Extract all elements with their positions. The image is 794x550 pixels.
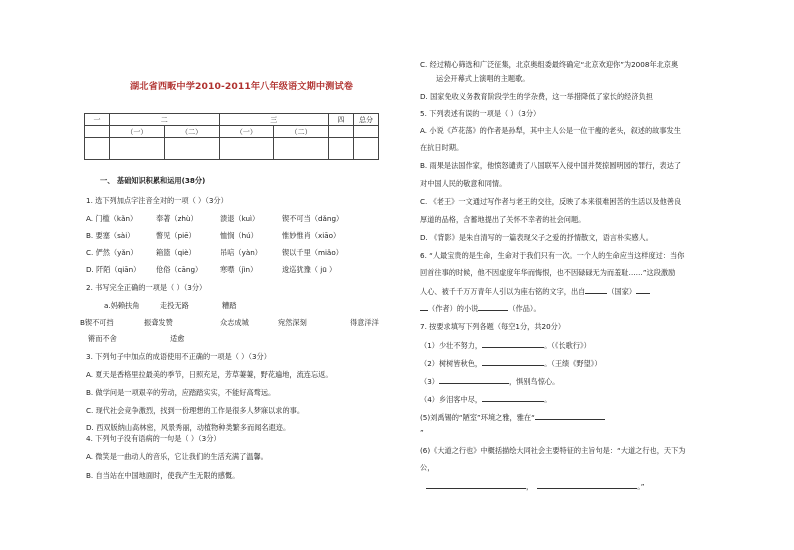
q3-option-b: B. 做学问是一项艰辛的劳动，应踏踏实实，不能好高骛远。 bbox=[86, 388, 276, 397]
q7-item-4: （4）乡泪客中尽， 。 bbox=[420, 395, 552, 404]
answer-blank bbox=[420, 303, 428, 311]
score-col-total: 总分 bbox=[354, 114, 379, 126]
score-col-2: 二 bbox=[110, 114, 220, 126]
question-6-line1: 6. “人最宝贵的是生命，生命对于我们只有一次。一个人的生命应当这样度过：当你 bbox=[420, 251, 685, 260]
question-3: 3. 下列句子中加点的成语使用不正确的一项是（ ）（3分） bbox=[86, 352, 271, 361]
q4-option-a: A. 微笑是一曲动人的音乐，它让我们的生活充满了温馨。 bbox=[86, 452, 268, 461]
score-sub-1: （一） bbox=[110, 126, 165, 138]
score-cell bbox=[354, 126, 379, 138]
q5-option-c-cont: 厚道的品格，含蓄地提出了关怀不幸者的社会问题。 bbox=[420, 215, 586, 224]
section-heading: 一、 基础知识积累和运用(38分) bbox=[100, 176, 206, 185]
answer-blank bbox=[636, 286, 650, 294]
q4-option-b: B. 自当站在中国地面时，使我产生无限的感慨。 bbox=[86, 471, 240, 480]
score-cell bbox=[329, 126, 354, 138]
question-1: 1. 选下列加点字注音全对的一项（ ）（3分） bbox=[86, 196, 228, 205]
q5-option-a: A. 小说《芦花荡》的作者是孙犁，其中主人公是一位干瘦的老头，叙述的故事发生 bbox=[420, 126, 681, 135]
score-cell bbox=[85, 126, 110, 138]
score-blank-row bbox=[85, 138, 379, 160]
q4-option-c: C. 经过精心筛选和广泛征集，北京奥组委最终确定“北京欢迎你”为2008年北京奥 bbox=[420, 60, 679, 69]
score-sub-2: （二） bbox=[164, 126, 219, 138]
q7-item-1: （1）少壮不努力， 。（《长歌行》） bbox=[420, 341, 591, 350]
question-5: 5. 下列表述有误的一项是（ ）（3分） bbox=[420, 109, 541, 118]
page-title: 湖北省西畈中学2010-2011年八年级语文期中测试卷 bbox=[130, 81, 354, 92]
q7-item-5: (5)刘禹锡的“陋室”环境之雅，雅在“ bbox=[420, 412, 605, 422]
score-sub-4: （二） bbox=[274, 126, 329, 138]
score-sub-3: （一） bbox=[219, 126, 274, 138]
q5-option-c: C. 《老王》一文通过写作者与老王的交往，反映了本来很难困苦的生活以及他善良 bbox=[420, 197, 682, 206]
score-col-4: 四 bbox=[329, 114, 354, 126]
q5-option-a-cont: 在抗日时期。 bbox=[420, 143, 464, 152]
question-2: 2. 书写完全正确的一项是（ ）（3分） bbox=[86, 283, 207, 292]
q5-option-b-cont: 对中国人民的敬意和同情。 bbox=[420, 179, 507, 188]
answer-blank bbox=[482, 340, 544, 348]
question-6-line3: 人心、被千千万万青年人引以为座右铭的文字，出自 （国家） bbox=[420, 286, 650, 296]
q5-option-d: D. 《背影》是朱自清写的一篇表现父子之爱的抒情散文，语言朴实感人。 bbox=[420, 233, 653, 242]
q7-item-3: （3） ，惧别鸟惊心。 bbox=[420, 377, 560, 386]
answer-blank bbox=[426, 481, 526, 489]
question-6-line2: 回首往事的时候，他不因虚度年华而悔恨，也不因碌碌无为而羞耻……”这段激励 bbox=[420, 268, 676, 277]
question-4: 4. 下列句子没有语病的一句是（ ）（3分） bbox=[86, 434, 221, 443]
answer-blank bbox=[482, 358, 544, 366]
q7-item-6-cont: 公， bbox=[420, 463, 435, 472]
exam-page: 湖北省西畈中学2010-2011年八年级语文期中测试卷 一 二 三 四 总分 （一） （二） （一） （二） 一、 基础知识积累和运用(38分) 1. 选下列加点字注音全对的一项（ ）（3分） A. 门槛（kǎn） 奉著（zhù） 溃退（kuì） 锲不可当（dǎng） B. 要塞（sài） 瞥见（piē） 恤悯（hú） 惟妙惟肖（xiāo） C. 俨然（yǎn） 箱篮（qiè） 吊唁（yàn） 锲以千里（miǎo） D. 阡陌（qiān） 伧俗（cāng） 寒噤（jìn） 逡巡犹豫（ jū ） 2. 书写完全正确的一项是（ ）（3分） a.妈赖扶角 走投无路 糟踏 B锲不可挡 振聋发赞 众志成城 宛然深刻 得意洋洋 锵而不舍 适愈 3. 下列句子中加点的成语使用不正确的一项是（ ）（3分） A. 夏天是香格里拉最美的季节，日照充足，芳草萋萋，野花遍地，流连忘返。 B. 做学问是一项艰辛的劳动，应踏踏实实，不能好高骛远。 C. 现代社会竞争激烈，找到一份理想的工作是很多人梦寐以求的事。 D. 西双版纳山高林密，风景秀丽，动植物种类繁多而闻名遐迩。 4. 下列句子没有语病的一句是（ ）（3分） A. 微笑是一曲动人的音乐，它让我们的生活充满了温馨。 B. 自当站在中国地面时，使我产生无限的感慨。 C. 经过精心筛选和广泛征集，北京奥组委最终确定“北京欢迎你”为2008年北京奥 运会开幕式上演唱的主题歌。 D. 国家免收义务教育阶段学生的学杂费，这一举措降低了家长的经济负担 5. 下列表述有误的一项是（ ）（3分） A. 小说《芦花荡》的作者是孙犁，其中主人公是一位干瘦的老头，叙述的故事发生 在抗日时期。 B. 雨果是法国作家，他愤怒谴责了八国联军入侵中国并焚掠圆明园的罪行，表达了 对中国人民的敬意和同情。 C. 《老王》一文通过写作者与老王的交往，反映了本来很难困苦的生活以及他善良 厚道的品格，含蓄地提出了关怀不幸者的社会问题。 D. 《背影》是朱自清写的一篇表现父子之爱的抒情散文，语言朴实感人。 6. “人最宝贵的是生命，生命对于我们只有一次。一个人的生命应当这样度过：当你 回首往事的时候，他不因虚度年华而悔恨，也不因碌碌无为而羞耻……”这段激励 人心、被千千万万青年人引以为座右铭的文字，出自 （国家） （作者）的小说 （作品）。 7. 按要求填写下列各题（每空1分，共20分） （1）少壮不努力， 。（《长歌行》） （2）树树皆秋色， 。（王绩《野望》） （3） ，惧别鸟惊心。 （4）乡泪客中尽， 。 (5)刘禹锡的“陋室”环境之雅，雅在“ ” (6)《大道之行也》中概括描绘大同社会主要特征的主旨句是：“大道之行也，天下为 公， ， 。” bbox=[80, 60, 686, 491]
q3-option-a: A. 夏天是香格里拉最美的季节，日照充足，芳草萋萋，野花遍地，流连忘返。 bbox=[86, 370, 333, 379]
q7-item-6: (6)《大道之行也》中概括描绘大同社会主要特征的主旨句是：“大道之行也，天下为 bbox=[420, 446, 686, 455]
q7-item-2: （2）树树皆秋色， 。（王绩《野望》） bbox=[420, 359, 602, 368]
score-col-3: 三 bbox=[219, 114, 329, 126]
q4-option-d: D. 国家免收义务教育阶段学生的学杂费，这一举措降低了家长的经济负担 bbox=[420, 92, 653, 101]
answer-blank bbox=[537, 481, 637, 489]
score-header-row bbox=[85, 114, 379, 126]
q7-item-6-blanks: ， 。” bbox=[420, 481, 645, 491]
q5-option-b: B. 雨果是法国作家，他愤怒谴责了八国联军入侵中国并焚掠圆明园的罪行，表达了 bbox=[420, 161, 682, 170]
score-sub-row bbox=[85, 126, 379, 138]
score-col-1: 一 bbox=[85, 114, 110, 126]
answer-blank bbox=[478, 303, 508, 311]
score-table bbox=[84, 113, 379, 160]
q4-option-c-cont: 运会开幕式上演唱的主题歌。 bbox=[436, 74, 530, 83]
answer-blank bbox=[535, 412, 605, 420]
answer-blank bbox=[439, 376, 509, 384]
q3-option-c: C. 现代社会竞争激烈，找到一份理想的工作是很多人梦寐以求的事。 bbox=[86, 406, 305, 415]
q7-item-5-end: ” bbox=[420, 428, 424, 437]
q3-option-d: D. 西双版纳山高林密，风景秀丽，动植物种类繁多而闻名遐迩。 bbox=[86, 423, 291, 432]
question-6-line4: （作者）的小说 （作品）。 bbox=[420, 303, 541, 313]
answer-blank bbox=[482, 394, 544, 402]
answer-blank bbox=[585, 286, 607, 294]
question-7: 7. 按要求填写下列各题（每空1分，共20分） bbox=[420, 322, 566, 331]
